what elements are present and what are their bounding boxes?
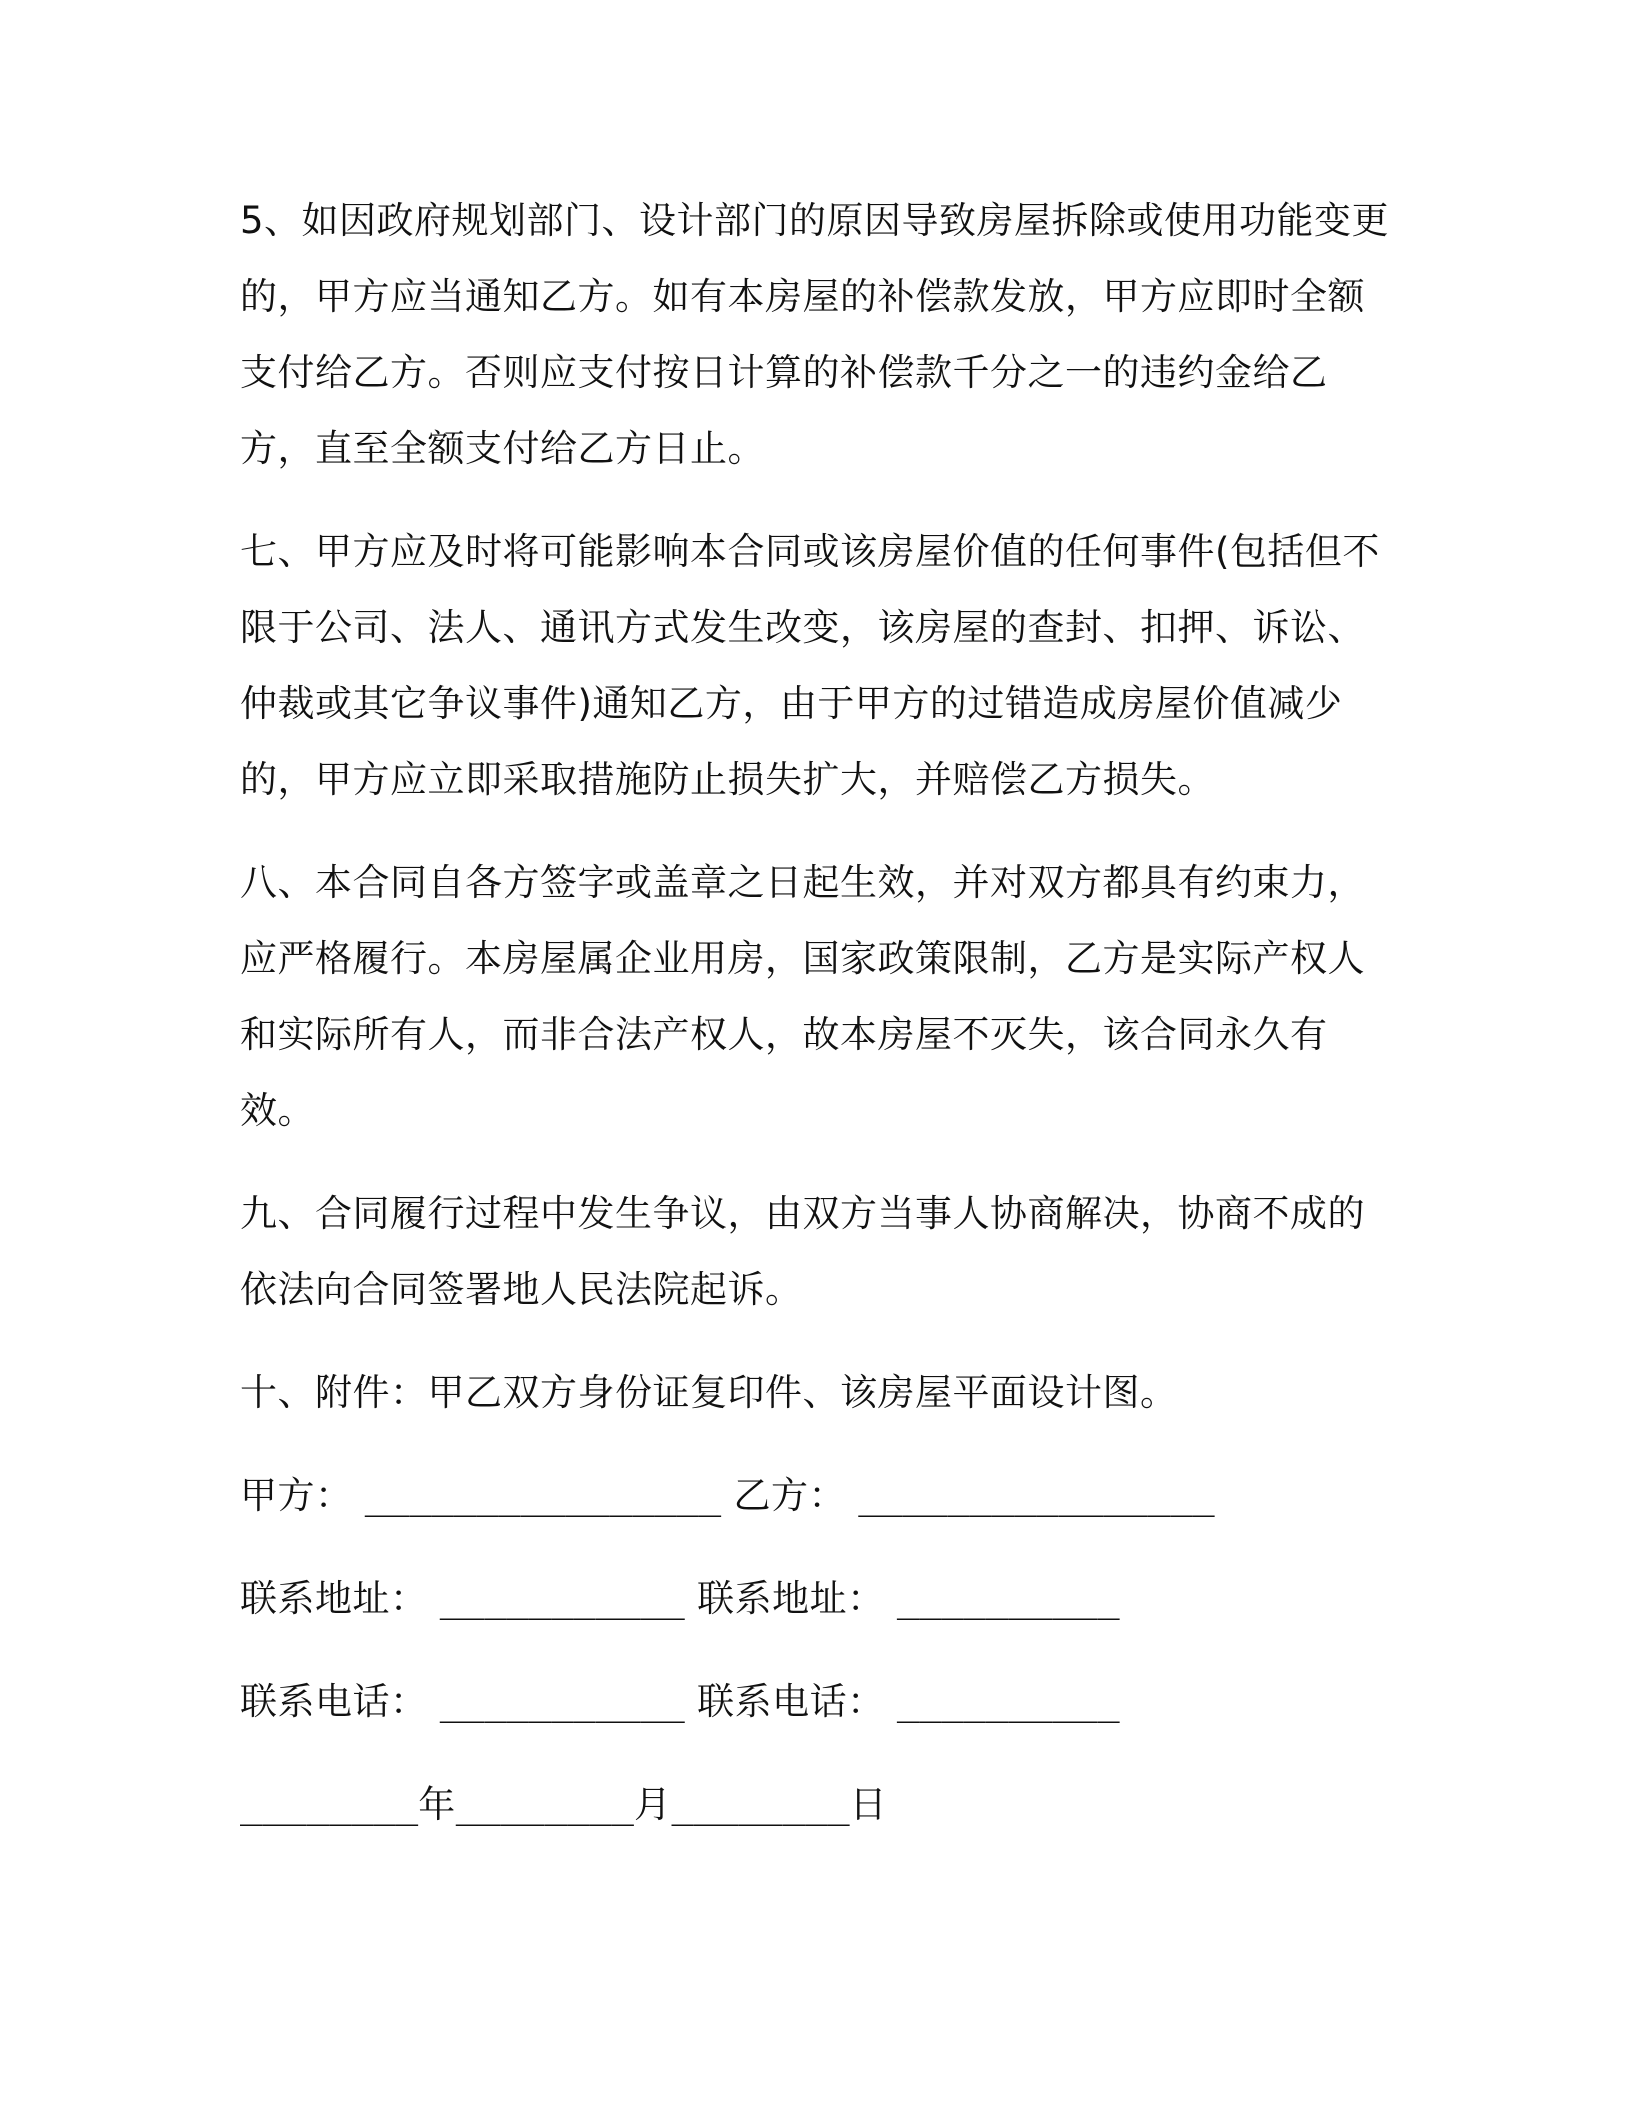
year-label: 年 [418, 1783, 456, 1826]
phone-a-blank[interactable]: ___________ [439, 1680, 685, 1723]
party-b-blank[interactable]: ________________ [858, 1474, 1215, 1517]
party-b-label: 乙方： [733, 1474, 846, 1517]
date-line [240, 1767, 1400, 1843]
party-a-blank[interactable]: ________________ [364, 1474, 722, 1517]
clause-7-text: 七、甲方应及时将可能影响本合同或该房屋价值的任何事件(包括但不限于公司、法人、通讯方式发生改变，该房屋的查封、扣押、诉讼、仲裁或其它争议事件)通知乙方，由于甲方的过错造成房屋价值减少的，甲方应立即采取措施防止损失扩大，并赔偿乙方损失。 [240, 530, 1380, 801]
day-blank[interactable]: ________ [671, 1783, 850, 1826]
clause-9-text: 九、合同履行过程中发生争议，由双方当事人协商解决，协商不成的依法向合同签署地人民法院起诉。 [240, 1192, 1365, 1311]
phone-b-label: 联系电话： [697, 1680, 885, 1723]
clause-8-text: 八、本合同自各方签字或盖章之日起生效，并对双方都具有约束力，应严格履行。本房屋属企业用房，国家政策限制，乙方是实际产权人和实际所有人，而非合法产权人，故本房屋不灭失，该合同永久有效。 [240, 861, 1365, 1132]
clause-5-paragraph [240, 183, 1400, 487]
year-blank[interactable]: ________ [240, 1783, 419, 1826]
clause-10-text: 十、附件：甲乙双方身份证复印件、该房屋平面设计图。 [240, 1371, 1178, 1414]
clause-7-paragraph [240, 514, 1400, 818]
clause-5-text: 5、如因政府规划部门、设计部门的原因导致房屋拆除或使用功能变更的，甲方应当通知乙方。如有本房屋的补偿款发放，甲方应即时全额支付给乙方。否则应支付按日计算的补偿款千分之一的违约金给乙方，直至全额支付给乙方日止。 [240, 199, 1390, 470]
day-label: 日 [849, 1783, 888, 1826]
address-b-blank[interactable]: __________ [896, 1577, 1120, 1620]
address-line [240, 1561, 1400, 1637]
phone-a-label: 联系电话： [240, 1680, 428, 1723]
month-label: 月 [633, 1783, 672, 1826]
clause-9-paragraph [240, 1176, 1400, 1328]
month-blank[interactable]: ________ [455, 1783, 634, 1826]
phone-b-blank[interactable]: __________ [896, 1680, 1120, 1723]
party-signature-line [240, 1458, 1400, 1534]
address-a-blank[interactable]: ___________ [439, 1577, 685, 1620]
party-a-label: 甲方： [240, 1474, 353, 1517]
document-body [240, 183, 1400, 1843]
phone-line [240, 1664, 1400, 1740]
clause-8-paragraph [240, 845, 1400, 1149]
address-a-label: 联系地址： [240, 1577, 428, 1620]
address-b-label: 联系地址： [697, 1577, 885, 1620]
clause-10-paragraph [240, 1355, 1400, 1431]
